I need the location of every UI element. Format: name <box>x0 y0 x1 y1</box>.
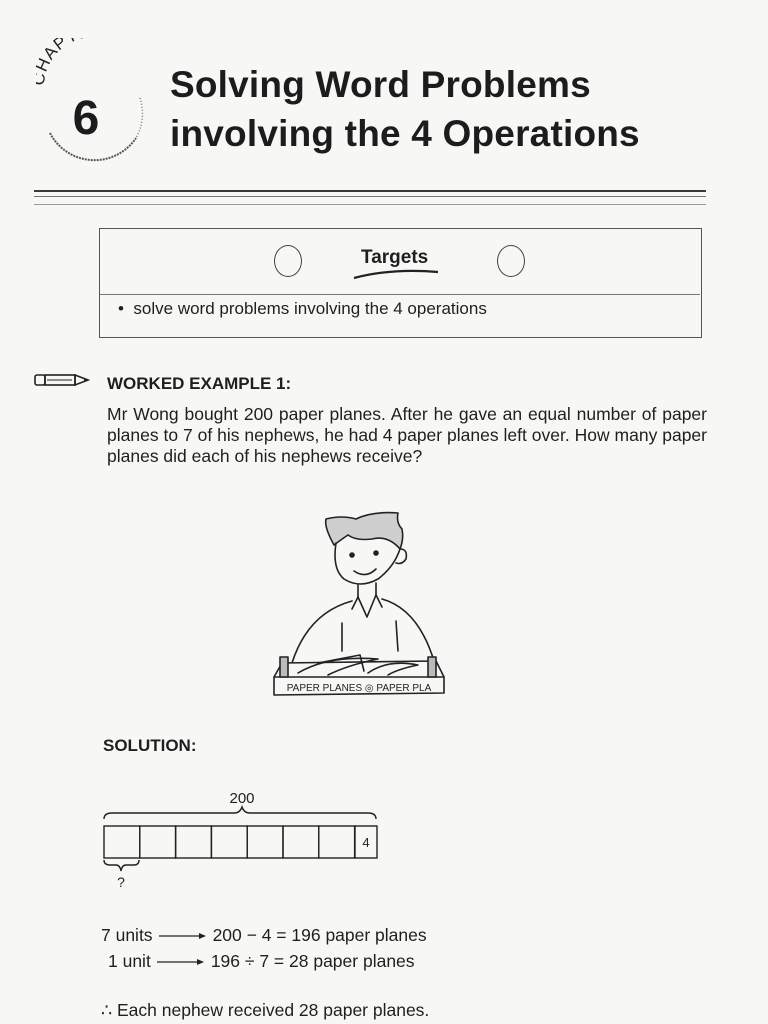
chapter-badge <box>36 38 151 163</box>
arrow-icon <box>159 931 207 941</box>
tray-label: PAPER PLANES ◎ PAPER PLA <box>286 683 432 694</box>
step-left: 7 units <box>101 925 153 945</box>
calculation-step <box>108 951 415 972</box>
unit-box <box>247 826 283 858</box>
remainder-label: 4 <box>362 835 370 850</box>
bullet-icon: • <box>118 299 134 318</box>
binder-hole-icon <box>274 245 302 277</box>
conclusion-text: ∴ Each nephew received 28 paper planes. <box>101 1000 430 1020</box>
targets-underline <box>352 268 442 282</box>
chapter-title-line-1: Solving Word Problems <box>170 64 591 105</box>
unknown-label: ? <box>117 874 125 890</box>
unit-box <box>176 826 212 858</box>
unit-box <box>140 826 176 858</box>
title-rule <box>34 204 706 205</box>
title-rule <box>34 190 706 192</box>
unit-box <box>319 826 355 858</box>
chapter-number: 6 <box>72 92 100 145</box>
step-right: 196 ÷ 7 = 28 paper planes <box>210 951 415 971</box>
targets-divider <box>100 294 700 295</box>
unit-box <box>283 826 319 858</box>
targets-list-item <box>118 299 487 319</box>
chapter-label: AP <box>39 38 72 64</box>
worked-example-heading: WORKED EXAMPLE 1: <box>107 374 292 393</box>
step-left: 1 unit <box>108 951 151 971</box>
bar-total-label: 200 <box>229 790 255 807</box>
binder-hole-icon <box>497 245 525 277</box>
arrow-icon <box>157 957 205 967</box>
boy-with-tray-illustration <box>268 505 450 705</box>
total-brace <box>104 807 376 819</box>
pencil-icon <box>34 371 90 389</box>
calculation-step <box>101 925 427 946</box>
targets-heading: Targets <box>361 247 429 268</box>
step-right: 200 − 4 = 196 paper planes <box>212 925 427 945</box>
unit-box <box>211 826 247 858</box>
targets-box <box>99 228 702 338</box>
targets-item-text: solve word problems involving the 4 operations <box>133 299 487 318</box>
unit-box <box>104 826 140 858</box>
chapter-title-line-2: involving the 4 Operations <box>170 113 640 154</box>
problem-text: Mr Wong bought 200 paper planes. After he gave an equal number of paper planes to 7 of his nephews, he had 4 paper planes left over. How many paper planes did each of his nephews receive? <box>107 404 707 466</box>
unit-brace <box>104 860 139 871</box>
bar-model-diagram <box>96 785 396 895</box>
solution-heading: SOLUTION: <box>103 736 197 755</box>
title-rule <box>34 196 706 197</box>
svg-text:CHAPTER <box>36 38 106 87</box>
